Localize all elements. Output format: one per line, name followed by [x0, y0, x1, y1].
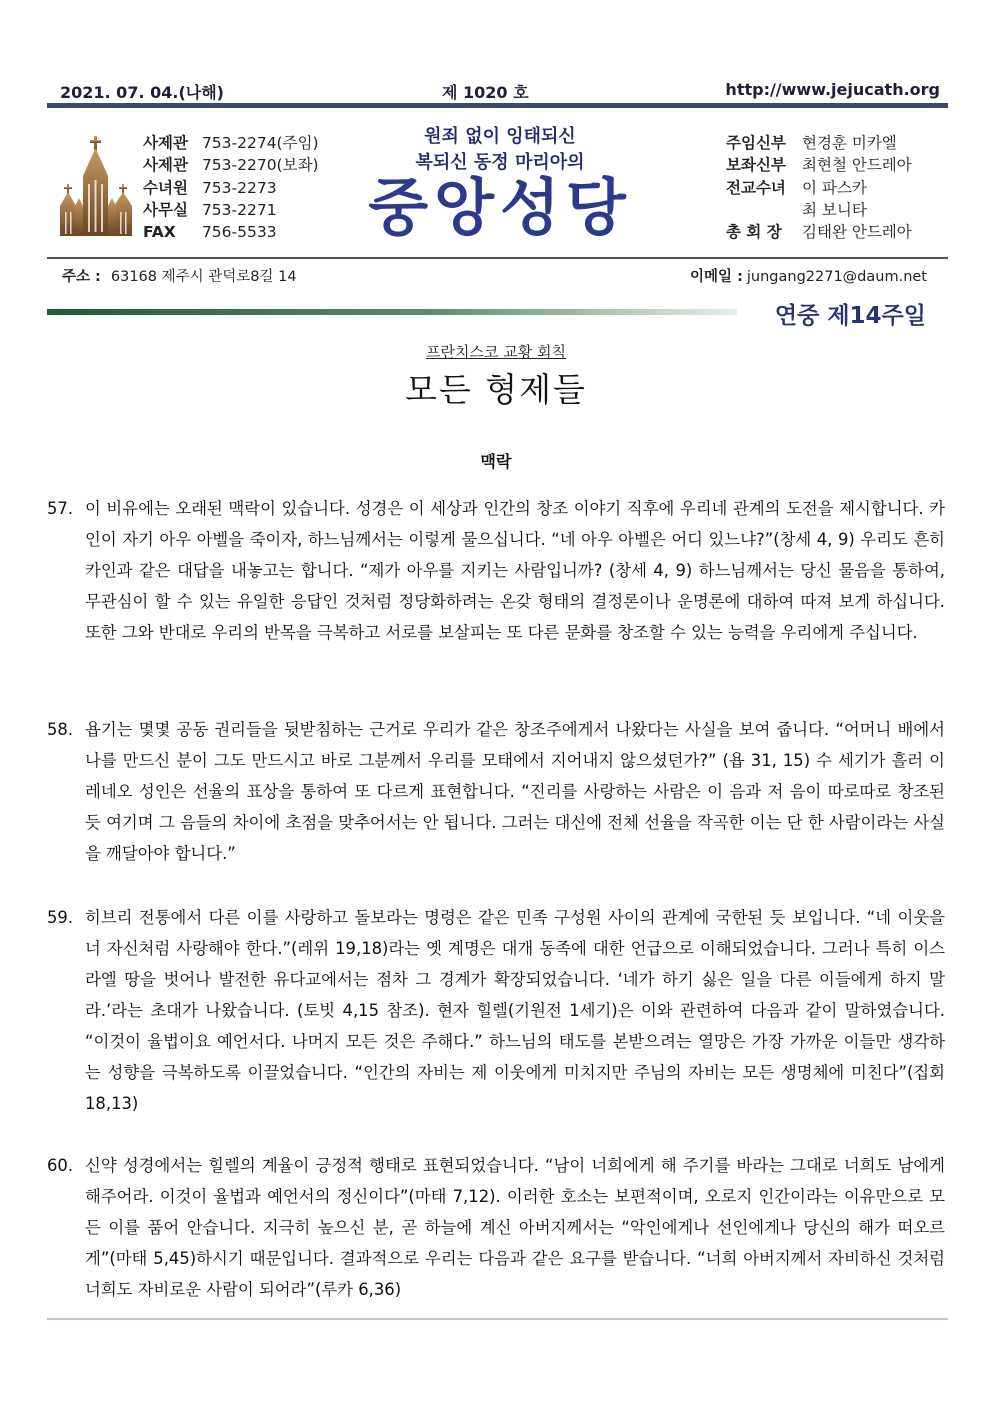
paragraph-59 [47, 902, 945, 1119]
decorative-gradient-bar [47, 309, 737, 315]
paragraph-60 [47, 1150, 945, 1305]
paragraph-number: 59. [47, 908, 74, 927]
staff-row: 최 보니타 [802, 200, 867, 219]
church-logo-icon [58, 132, 134, 236]
paragraph-58 [47, 714, 945, 869]
email-link[interactable]: jungang2271@daum.net [746, 269, 927, 285]
masthead-divider [47, 257, 948, 259]
liturgical-week: 연중 제14주일 [774, 303, 926, 329]
staff-list [726, 132, 912, 243]
footer-divider [47, 1318, 948, 1320]
contact-row: 사제관 753-2274(주임) [143, 134, 319, 152]
email: 이메일 : jungang2271@daum.net [690, 269, 927, 285]
staff-row: 주임신부 현경훈 미카엘 [726, 134, 897, 152]
paragraph-text: 신약 성경에서는 힐렐의 계율이 긍정적 행태로 표현되었습니다. “남이 너희에게 해 주기를 바라는 그대로 너희도 남에게 해주어라. 이것이 율법과 예언서의 정신이다”(마태 7,12). 이러한 호소는 보편적이며, 오로지 인간이라는 이유만으로 모든 이를 품어 안습니다. 지극히 높으신 분, 곧 하늘에 계신 아버지께서는 “악인에게나 선인에게나 당신의 해가 떠오르게”(마태 5,45)하시기 때문입니다. 결과적으로 우리는 다음과 같은 요구를 받습니다. “너희 아버지께서 자비하신 것처럼 너희도 자비로운 사람이 되어라”(루카 6,36) [85, 1156, 945, 1299]
masthead-title: 중앙성당 [368, 171, 632, 244]
section-heading: 맥락 [480, 452, 512, 471]
header-divider [47, 103, 948, 108]
paragraph-text: 욥기는 몇몇 공동 권리들을 뒷받침하는 근거로 우리가 같은 창조주에게서 나왔다는 사실을 보여 줍니다. “어머니 배에서 나를 만드신 분이 그도 만드시고 바로 그분께서 우리를 모태에서 지어내지 않으셨던가?” (욥 31, 15) 수 세기가 흘러 이레네오 성인은 선율의 표상을 통하여 또 다르게 표현합니다. “진리를 사랑하는 사람은 이 음과 저 음이 따로따로 창조된 듯 여기며 그 음들의 차이에 초점을 맞추어서는 안 됩니다. 그러는 대신에 전체 선율을 작곡한 이는 단 한 사람이라는 사실을 깨달아야 합니다.” [85, 720, 945, 863]
staff-row: 전교수녀 이 파스카 [726, 178, 867, 197]
paragraph-number: 60. [47, 1156, 74, 1175]
paragraph-57 [47, 493, 945, 648]
contact-list [143, 132, 319, 243]
contact-row: 사무실 753-2271 [143, 200, 277, 219]
website-link[interactable]: http://www.jejucath.org [725, 80, 940, 99]
contact-row: 수녀원 753-2273 [143, 178, 277, 197]
article-source: 프란치스코 교황 회칙 [426, 343, 566, 361]
paragraph-text: 이 비유에는 오래된 맥락이 있습니다. 성경은 이 세상과 인간의 창조 이야기 직후에 우리네 관계의 도전을 제시합니다. 카인이 자기 아우 아벨을 죽이자, 하느님께서는 이렇게 물으십니다. “네 아우 아벨은 어디 있느냐?”(창세 4, 9) 우리도 흔히 카인과 같은 대답을 내놓고는 합니다. “제가 아우를 지키는 사람입니까? (창세 4, 9) 하느님께서는 당신 물음을 통하여, 무관심이 할 수 있는 유일한 응답인 것처럼 정당화하려는 온갖 형태의 결정론이나 운명론에 대하여 따져 보게 하십니다. 또한 그와 반대로 우리의 반목을 극복하고 서로를 보살피는 또 다른 문화를 창조할 수 있는 능력을 우리에게 주십니다. [85, 499, 945, 642]
paragraph-text: 히브리 전통에서 다른 이를 사랑하고 돌보라는 명령은 같은 민족 구성원 사이의 관계에 국한된 듯 보입니다. “네 이웃을 너 자신처럼 사랑해야 한다.”(레위 19,18)라는 옛 계명은 대개 동족에 대한 언급으로 이해되었습니다. 그러나 특히 이스라엘 땅을 벗어나 발전한 유다교에서는 점차 그 경계가 확장되었습니다. ‘네가 하기 싫은 일을 다른 이들에게 하지 말라.’라는 초대가 나왔습니다. (토빗 4,15 참조). 현자 힐렐(기원전 1세기)은 이와 관련하여 다음과 같이 말하였습니다. “이것이 율법이요 예언서다. 나머지 모든 것은 주해다.” 하느님의 태도를 본받으려는 열망은 가장 가까운 이들만 생각하는 성향을 극복하도록 이끌었습니다. “인간의 자비는 제 이웃에게 미치지만 주님의 자비는 모든 생명체에 미친다”(집회 18,13) [85, 908, 946, 1113]
staff-row: 총 회 장 김태완 안드레아 [726, 223, 912, 242]
issue-number: 제 1020 호 [442, 83, 529, 102]
staff-row: 보좌신부 최현철 안드레아 [726, 156, 912, 175]
paragraph-number: 57. [47, 499, 74, 518]
address: 주소 : 63168 제주시 관덕로8길 14 [62, 269, 297, 285]
issue-date: 2021. 07. 04.(나해) [60, 83, 224, 102]
contact-row: 사제관 753-2270(보좌) [143, 156, 319, 175]
paragraph-number: 58. [47, 720, 74, 739]
masthead-subtitle: 원죄 없이 잉태되신 복되신 동정 마리아의 [415, 126, 585, 173]
article-title: 모든 형제들 [405, 370, 587, 409]
contact-row: FAX 756-5533 [143, 223, 277, 242]
